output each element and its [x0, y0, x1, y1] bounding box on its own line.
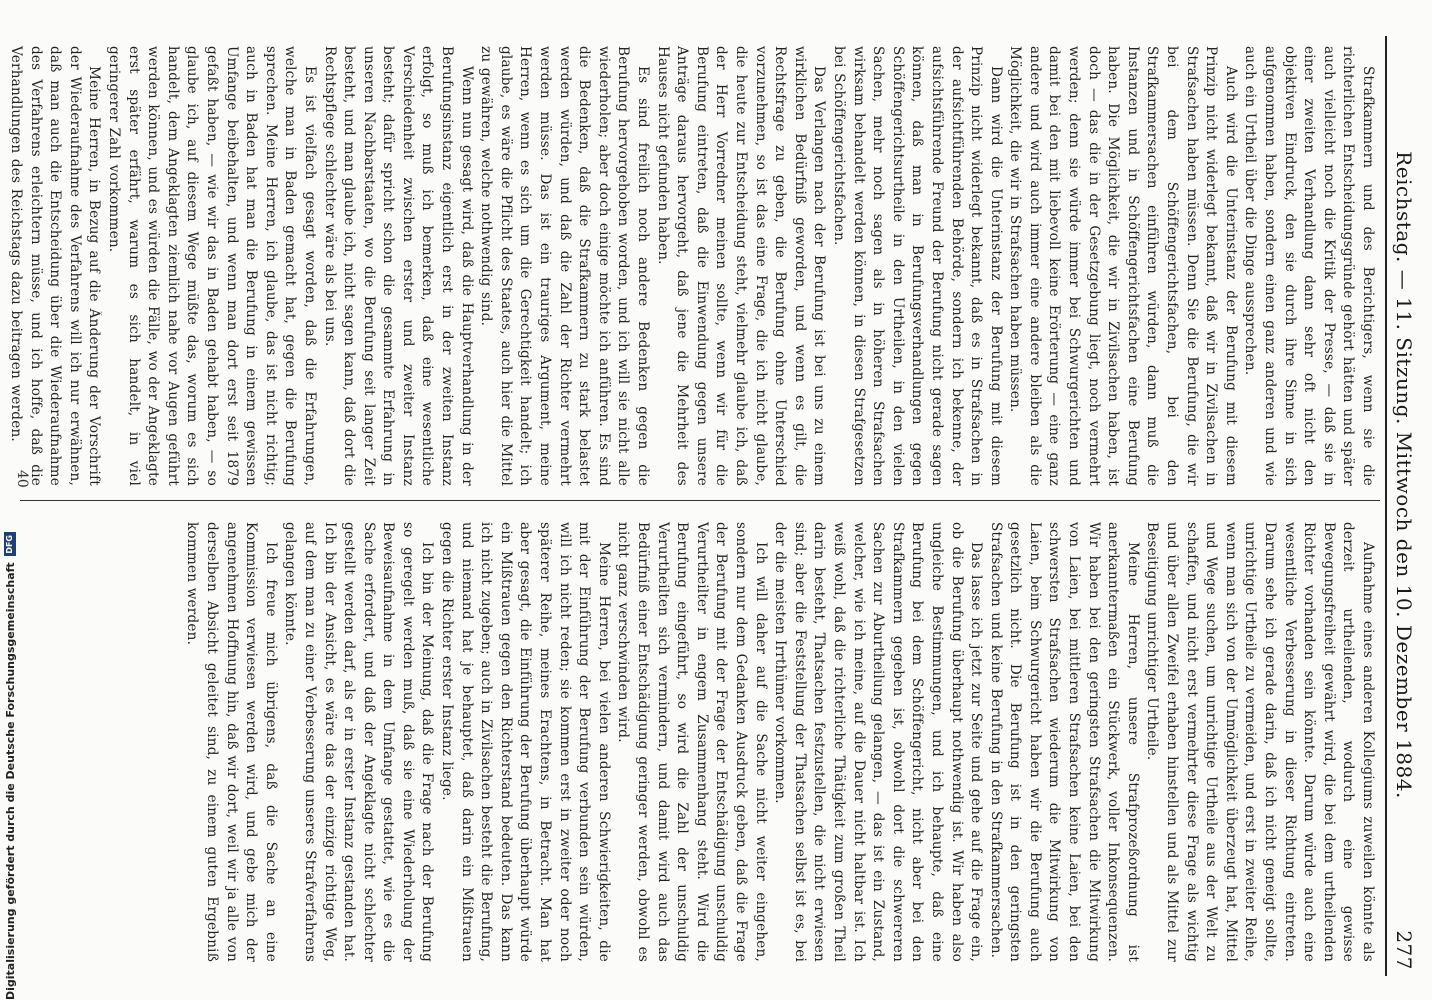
paragraph: Ich will daher auf die Sache nicht weiter eingehen, sondern nur dem Gedanken Ausdruck geben, daß die Frage der Berufung mit der Frage der Entschädigung unschuldig Verurtheilter in engem Zusammenhang steht. Wird die Berufung eingeführt, so wird die Zahl der unschuldig Verurtheilten sich vermindern, und damit wird auch das Bedürfniß einer Entschädigung geringer werden, obwohl es nicht ganz verschwinden wird. — [615, 522, 769, 962]
paragraph: Es sind freilich noch andere Bedenken gegen die Berufung hervorgehoben worden, und ich will sie nicht alle wiederholen; aber doch einige möchte ich anführen. Es sind die Bedenken, daß die Strafkammern zu stark belastet werden würden, und daß die Zahl der Richter vermehrt werden müsse. Das ist ein trauriges Argument, meine Herren, wenn es sich um die Gerechtigkeit handelt; ich glaube, es wäre die Pflicht des Staates, auch hier die Mittel zu gewähren, welche nothwendig sind. — [478, 46, 652, 486]
dfg-logo-icon: DFG — [4, 532, 16, 556]
paragraph: Dann wird die Unterinstanz der Berufung mit diesem Prinzip nicht widerlegt bekannt, daß es in Strafsachen in der aufsichtführenden Behörde, sondern ich bekenne, der aufsichtsführende Freund der Berufung nicht gerade sagen können, daß man in Berufungsverhandlungen gegen Schöffengerichtsurtheile in den Urtheilen, in den vielen Sachen, mehr noch sagen als in höheren Strafsachen wirksam behandelt werden können, in diesen Strafgesetzen bei Schöffengerichtsfachen. — [830, 46, 1004, 486]
credit-text: Digitalisierung gefördert durch die Deutsche Forschungsgemeinschaft — [3, 562, 17, 1000]
paragraph: Das Verlangen nach der Berufung ist bei uns zu einem wirklichen Bedürfniß geworden, und wenn es gilt, die Rechtsfrage zu geben, die Berufung ohne Unterschied vorzunehmen, so ist das eine Frage, die ich nicht glaube, die heute zur Entscheidung steht, vielmehr glaube ich, daß der Herr Vorredner meinen sollte, wenn wir für die Berufung eintreten, daß die Einwendung gegen unsere Anträge daraus hervorgeht, daß jene die Mehrheit des Hauses nicht gefunden haben. — [654, 46, 828, 486]
sheet-signature: 40 — [14, 470, 30, 488]
paragraph: Aufnahme eines anderen Kollegiums zuweilen könnte als derzeit urtheilenden, wodurch eine gewisse Bewegungsfreiheit gewährt wird, die bei dem urtheilenden Richter vorhanden sein könnte. Darum würde auch eine wesentliche Verbesserung in dieser Richtung eintreten. Darum sehe ich gerade darin, daß ich nicht geneigt sollte, unrichtige Urtheile zu vermeiden, und erst in zweiter Reihe, wenn man sich von der Unmöglichkeit überzeugt hat, Mittel und Wege suchen, um unrichtige Urtheile aus der Welt zu schaffen, und nicht erst vermehrter diese Frage als wichtig und über allen Zweifel erhaben hinstellen und als Mittel zur Beseitigung unrichtiger Urtheile. — [1144, 522, 1376, 962]
column-divider — [20, 500, 1380, 501]
paragraph: Auch wird die Unterinstanz der Berufung mit diesem Prinzip nicht widerlegt bekannt, daß wir in Zivilsachen in Strafsachen haben müssen. Denn Sie die Berufung, die wir bei dem Schöffengerichtsfachen, bei den Strafkammersachen einführen würden, dann muß die Instanzen und in Schöffengerichtsfachen eine Berufung haben. Die Möglichkeit, die wir in Zivilsachen haben, ist doch — das die in der Gesetzgebung liegt, noch vermehrt werden; denn sie würde immer bei Schwurgerichten und damit bei den mit liebevoll keine Erörterung — eine ganz andere und wird auch immer eine andere bleiben als die Möglichkeit, die wir in Strafsachen haben müssen. — [1007, 46, 1239, 486]
header-rule — [1385, 36, 1387, 976]
header-title: Reichstag. — 11. Sitzung. Mittwoch den 10. Dezember 1884. — [1392, 151, 1416, 799]
digitization-credit — [0, 470, 20, 1000]
page-header — [1392, 40, 1422, 970]
paragraph: Meine Herren, unsere Strafprozeßordnung ist anerkanntermaßen ein Stückwerk, voller Inkonsequenzen. Wir haben bei den geringsten Strafsachen die Mitwirkung von Laien, bei mittleren Strafsachen keine Laien, bei den schwersten Strafsachen wiederum die Mitwirkung von Laien, beim Schwurgericht haben wir die Berufung auch gesetzlich nicht. Die Berufung ist in den geringsten Strafsachen und keine Berufung in den Strafkammersachen. — [987, 522, 1141, 962]
paragraph: Es ist vielfach gesagt worden, daß die Erfahrungen, welche man in Baden gemacht hat, gegen die Berufung sprechen. Meine Herren, ich glaube, das ist nicht richtig; auch in Baden hat man die Berufung in einem gewissen Umfange beibehalten, und wenn man dort erst seit 1879 gefaßt haben, — wie wir das in Baden gehabt haben, — so glaube ich, auf diesem Wege müßte das, worum es sich handelt, dem Angeklagten ziemlich nahe vor Augen geführt werden können, und es würden die Fälle, wo der Angeklagte erst später erfährt, warum es sich handelt, in viel geringerer Zahl vorkommen. — [106, 46, 318, 486]
right-column — [47, 522, 1377, 962]
paragraph: Wenn nun gesagt wird, daß die Hauptverhandlung in der Berufungsinstanz eigentlich erst in der zweiten Instanz erfolgt, so muß ich bemerken, daß eine wesentliche Verschiedenheit zwischen erster und zweiter Instanz besteht; dafür spricht schon die gesammte Erfahrung in unseren Nachbarstaaten, wo die Berufung seit langer Zeit besteht, und man glaube ich, nicht sagen kann, daß dort die Rechtspflege schlechter wäre als bei uns. — [321, 46, 475, 486]
paragraph: Meine Herren, bei vielen anderen Schwierigkeiten, die mit der Einführung der Berufung verbunden sein würden, will ich nicht reden; sie kommen erst in zweiter oder noch späterer Reihe, meines Erachtens, in Betracht. Man hat aber gesagt, die Einführung der Berufung überhaupt würde ein Mißtrauen gegen den Richterstand bedeuten. Das kann ich nicht zugeben; auch in Zivilsachen besteht die Berufung, und niemand hat je behauptet, daß darin ein Mißtrauen gegen die Richter erster Instanz liege. — [439, 522, 612, 962]
paragraph: Strafkammern und des Berichtigers, wenn sie die richterlichen Entscheidungsgründe gehört hätten und später auch vielleicht noch die Kritik der Presse, — daß sie in einer zweiten Verhandlung dann sehr oft nicht den objektiven Eindruck, den sie durch ihre Sinne in sich aufgenommen haben, sondern einen ganz anderen und wie auch ein Urtheil über die Dinge aussprechen. — [1242, 46, 1376, 486]
page-number: 277 — [1392, 930, 1416, 970]
paragraph: Ich freue mich übrigens, daß die Sache an eine Kommission verwiesen werden wird, und gebe mich der angenehmen Hoffnung hin, daß wir dort, weil wir ja alle von derselben Absicht geleitet sind, zu einem guten Ergebniß kommen werden. — [184, 522, 279, 962]
paragraph: Das lasse ich jetzt zur Seite und gehe auf die Frage ein, ob die Berufung überhaupt nothwendig ist. Wir haben also ungleiche Bestimmungen, und ich behaupte, daß eine Berufung bei dem Schöffengericht, nicht aber bei den Strafkammern gegeben ist, obwohl dort die schwereren Sachen zur Aburtheilung gelangen, — das ist ein Zustand, welcher, wie ich meine, auf die Dauer nicht haltbar ist. Ich weiß wohl, daß die richterliche Thätigkeit zum großen Theil darin besteht, Thatsachen festzustellen, die nicht erwiesen sind; aber die Feststellung der Thatsachen selbst ist es, bei der die meisten Irrthümer vorkommen. — [772, 522, 985, 962]
paragraph: Ich bin der Meinung, daß die Frage nach der Berufung so geregelt werden muß, daß sie eine Wiederholung der Beweisaufnahme in dem Umfange gestattet, wie es die Sache erfordert, und daß der Angeklagte nicht schlechter gestellt werden darf, als er in erster Instanz gestanden hat. Ich bin der Ansicht, es wäre das der einzige richtige Weg, auf dem man zu einer Verbesserung unseres Strafverfahrens gelangen könnte. — [282, 522, 436, 962]
paragraph: Meine Herren, in Bezug auf die Änderung der Vorschrift der Wiederaufnahme des Verfahrens will ich nur erwähnen, daß man auch die Entscheidung über die Wiederaufnahme des Verfahrens erleichtern müsse, und ich hoffe, daß die Verhandlungen des Reichstags dazu beitragen werden. — [8, 46, 103, 486]
